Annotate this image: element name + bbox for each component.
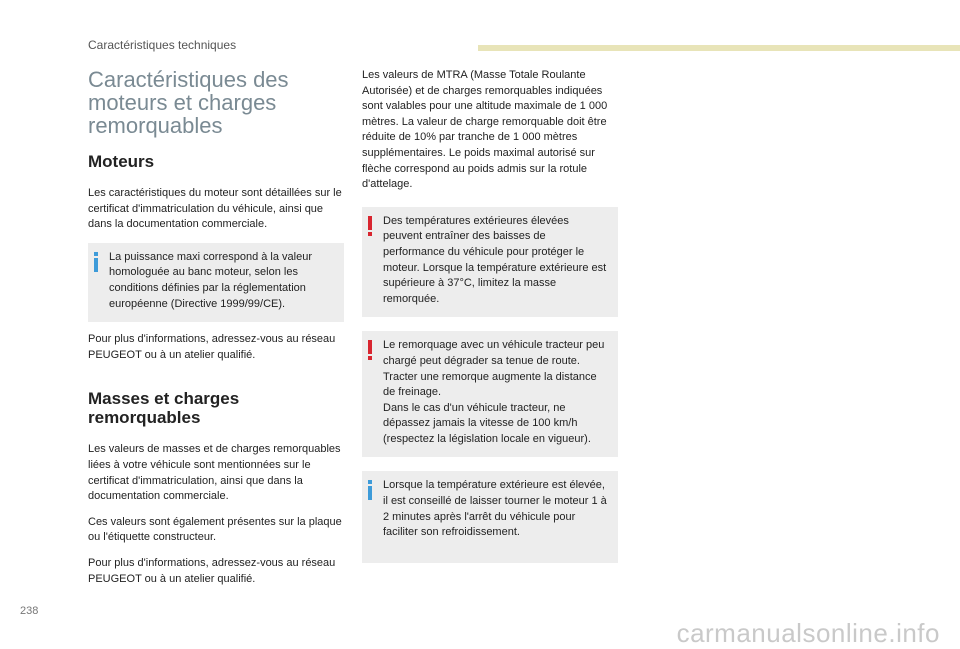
cooling-info-note [362,471,618,562]
engines-paragraph: Les caractéristiques du moteur sont détaillées sur le certificat d'immatriculation du véhicule, ainsi que dans la documentation commerciale. [88,187,342,231]
towing-warning-note [362,331,618,457]
masses-heading: Masses et charges remorquables [88,389,240,428]
towing-warning-line-1: Le remorquage avec un véhicule tracteur peu chargé peut dégrader sa tenue de route. [383,339,605,367]
engines-info-text: La puissance maxi correspond à la valeur homologuée au banc moteur, selon les conditions définies par la réglementation européenne (Directive 1999/99/CE). [109,250,313,310]
page-title: Caractéristiques des moteurs et charges remorquables [88,67,289,138]
warning-exclamation-icon [368,216,372,236]
temperature-warning-text: Des températures extérieures élevées peuvent entraîner des baisses de performance du véhicule pour protéger le moteur. Lorsque la température extérieure est supérieure à 37°C, limitez la masse remorquée. [383,214,607,305]
info-marker-icon [94,252,98,272]
warning-exclamation-icon [368,340,372,360]
towing-warning-line-2: Tracter une remorque augmente la distance de freinage. [383,370,597,399]
masses-paragraph-2: Ces valeurs sont également présentes sur la plaque ou l'étiquette constructeur. [88,515,342,544]
info-marker-icon [368,480,372,500]
masses-paragraph-3: Pour plus d'informations, adressez-vous au réseau PEUGEOT ou à un atelier qualifié. [88,556,336,585]
page-number: 238 [20,605,39,617]
cooling-info-text: Lorsque la température extérieure est élevée, il est conseillé de laisser tourner le moteur 1 à 2 minutes après l'arrêt du véhicule pour faciliter son refroidissement. [383,479,607,539]
section-header: Caractéristiques techniques [88,38,237,52]
engines-contact-paragraph: Pour plus d'informations, adressez-vous au réseau PEUGEOT ou à un atelier qualifié. [88,333,336,361]
towing-warning-line-3: Dans le cas d'un véhicule tracteur, ne dépassez jamais la vitesse de 100 km/h (respectez la législation locale en vigueur). [383,401,591,445]
masses-paragraph-1: Les valeurs de masses et de charges remorquables liées à votre véhicule sont mentionnées sur le certificat d'immatriculation, ainsi que dans la documentation commerciale. [88,443,341,503]
temperature-warning-note [362,207,618,318]
engines-heading: Moteurs [88,152,155,171]
engines-info-note [88,243,344,322]
right-column [362,68,618,573]
site-watermark: carmanualsonline.info [676,618,940,648]
header-accent-bar [478,45,960,51]
mtra-paragraph: Les valeurs de MTRA (Masse Totale Roulante Autorisée) et de charges remorquables indiquées sont valables pour une altitude maximale de 1 000 mètres. La valeur de charge remorquable doit être réduite de 10% par tranche de 1 000 mètres supplémentaires. Le poids maximal autorisé sur flèche correspond au poids admis sur la rotule d'attelage. [362,69,608,191]
left-column [88,68,344,597]
